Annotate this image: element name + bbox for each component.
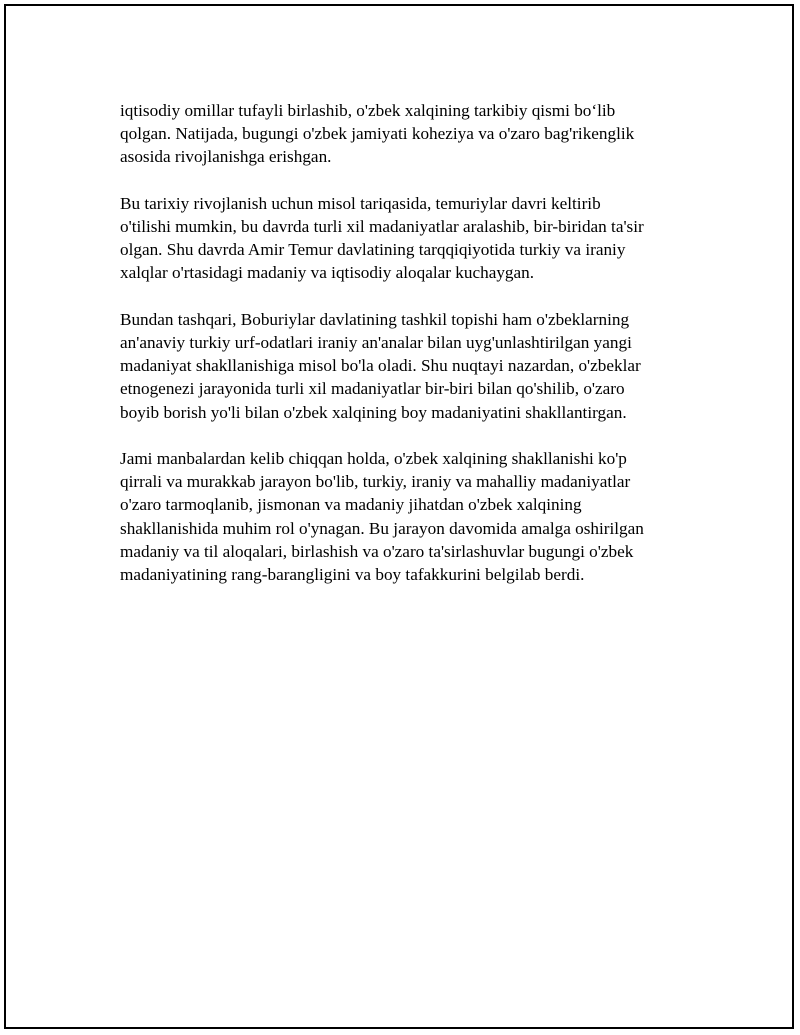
text-line: madaniyatining rang-barangligini va boy tafakkurini belgilab berdi. <box>120 565 585 585</box>
paragraph-4 <box>120 447 695 586</box>
text-line: olgan. Shu davrda Amir Temur davlatining tarqqiqiyotida turkiy va iraniy <box>120 240 626 260</box>
text-line: qolgan. Natijada, bugungi o'zbek jamiyati koheziya va o'zaro bag'rikenglik <box>120 124 635 144</box>
text-line: asosida rivojlanishga erishgan. <box>120 147 332 167</box>
text-line: o'tilishi mumkin, bu davrda turli xil madaniyatlar aralashib, bir-biridan ta'sir <box>120 217 644 236</box>
paragraph-3 <box>120 308 695 424</box>
paragraph-2 <box>120 192 695 285</box>
text-line: xalqlar o'rtasidagi madaniy va iqtisodiy aloqalar kuchaygan. <box>120 263 535 283</box>
text-line: shakllanishida muhim rol o'ynagan. Bu jarayon davomida amalga oshirilgan <box>120 518 644 538</box>
text-line: madaniyat shakllanishiga misol bo'la oladi. Shu nuqtayi nazardan, o'zbeklar <box>120 356 641 376</box>
text-line: an'anaviy turkiy urf-odatlari iraniy an'analar bilan uyg'unlashtirilgan yangi <box>120 333 632 352</box>
text-line: iqtisodiy omillar tufayli birlashib, o'zbek xalqining tarkibiy qismi bo‘lib <box>120 101 616 120</box>
text-line: Jami manbalardan kelib chiqqan holda, o'zbek xalqining shakllanishi ko'p <box>120 449 627 468</box>
text-line: etnogenezi jarayonida turli xil madaniyatlar bir-biri bilan qo'shilib, o'zaro <box>120 379 625 399</box>
text-line: Bundan tashqari, Boburiylar davlatining tashkil topishi ham o'zbeklarning <box>120 309 630 329</box>
text-line: qirrali va murakkab jarayon bo'lib, turkiy, iraniy va mahalliy madaniyatlar <box>120 472 631 492</box>
page-frame <box>4 4 794 1029</box>
text-line: boyib borish yo'li bilan o'zbek xalqining boy madaniyatini shakllantirgan. <box>120 402 627 422</box>
page-body <box>120 99 695 609</box>
text-line: madaniy va til aloqalari, birlashish va o'zaro ta'sirlashuvlar bugungi o'zbek <box>120 541 634 561</box>
paragraph-1 <box>120 99 695 169</box>
text-line: Bu tarixiy rivojlanish uchun misol tariqasida, temuriylar davri keltirib <box>120 193 601 213</box>
text-line: o'zaro tarmoqlanib, jismonan va madaniy jihatdan o'zbek xalqining <box>120 495 582 515</box>
